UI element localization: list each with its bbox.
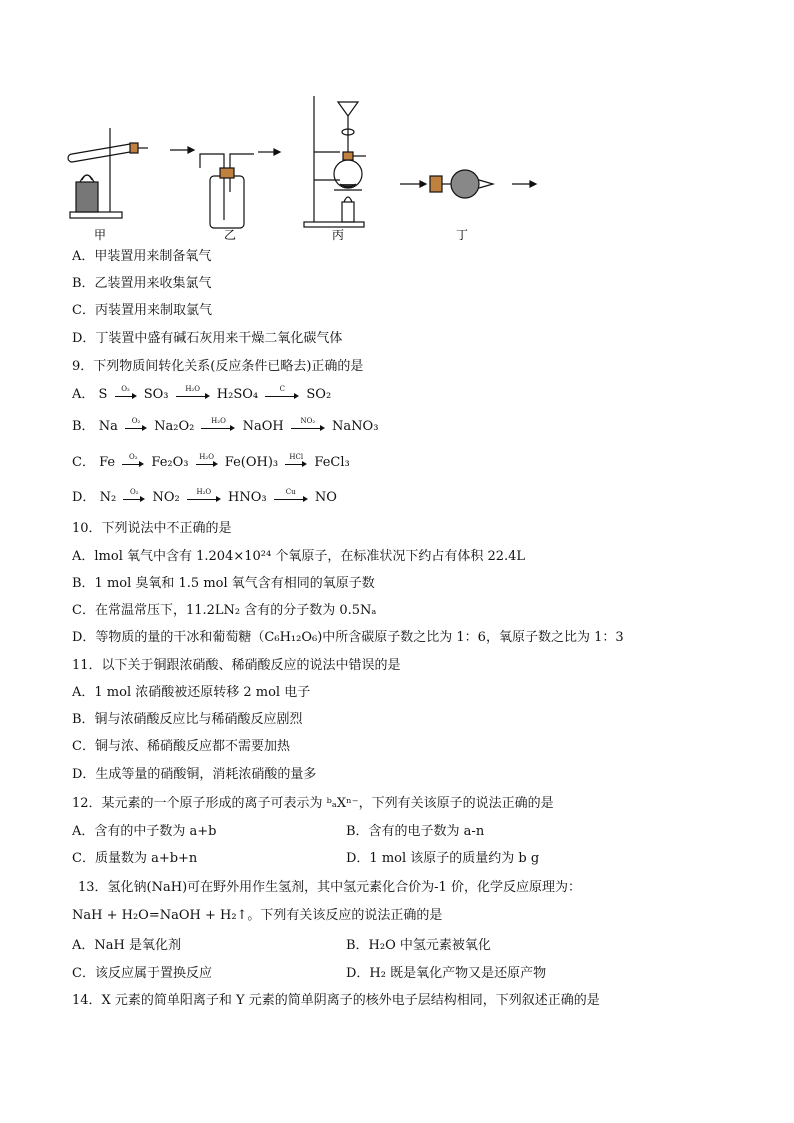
q10-option-d: D．等物质的量的干冰和葡萄糖（C₆H₁₂O₆)中所含碳原子数之比为 1：6，氧原子数之比为 1：3 (72, 630, 624, 645)
caption-yi: 乙 (224, 228, 237, 242)
apparatus-bing (304, 96, 366, 227)
q13-equation: NaH + H₂O=NaOH + H₂↑。下列有关该反应的说法正确的是 (72, 908, 443, 923)
q13-stem: 13．氢化钠(NaH)可在野外用作生氢剂，其中氢元素化合价为-1 价，化学反应原理为： (78, 880, 581, 895)
caption-bing: 丙 (332, 228, 345, 242)
q13-option-d: D．H₂ 既是氧化产物又是还原产物 (346, 966, 547, 981)
q12-option-a: A．含有的中子数为 a+b (72, 824, 217, 839)
q9-option-b: B． Na O₂ Na₂O₂ H₂O NaOH NO₂ NaNO₃ (72, 416, 379, 434)
q8-option-c: C．丙装置用来制取氯气 (72, 303, 212, 318)
q12-option-c: C．质量数为 a+b+n (72, 851, 198, 866)
q13-option-a: A．NaH 是氧化剂 (72, 938, 181, 953)
q8-option-d: D．丁装置中盛有碱石灰用来干燥二氧化碳气体 (72, 331, 343, 346)
q10-option-b: B．1 mol 臭氧和 1.5 mol 氧气含有相同的氧原子数 (72, 576, 375, 591)
q9-option-c: C． Fe O₂ Fe₂O₃ H₂O Fe(OH)₃ HCl FeCl₃ (72, 452, 350, 470)
q12-stem: 12．某元素的一个原子形成的离子可表示为 ᵇₐXⁿ⁻，下列有关该原子的说法正确的是 (72, 796, 554, 811)
caption-jia: 甲 (94, 228, 107, 242)
q9-option-a: A． S O₂ SO₃ H₂O H₂SO₄ C SO₂ (72, 384, 332, 402)
q14-stem: 14．X 元素的简单阳离子和 Y 元素的简单阴离子的核外电子层结构相同，下列叙述正确的是 (72, 993, 600, 1008)
apparatus-yi (200, 154, 254, 228)
q8-option-b: B．乙装置用来收集氯气 (72, 276, 212, 291)
q9-stem: 9．下列物质间转化关系(反应条件已略去)正确的是 (72, 359, 364, 374)
apparatus-jia (68, 128, 148, 218)
q10-stem: 10．下列说法中不正确的是 (72, 521, 232, 536)
apparatus-ding (430, 170, 536, 198)
q9-option-d: D． N₂ O₂ NO₂ H₂O HNO₃ Cu NO (72, 487, 337, 505)
q11-option-d: D．生成等量的硝酸铜，消耗浓硝酸的量多 (72, 767, 317, 782)
q11-stem: 11．以下关于铜跟浓硝酸、稀硝酸反应的说法中错误的是 (72, 658, 401, 673)
q12-option-d: D．1 mol 该原子的质量约为 b g (346, 851, 540, 866)
q11-option-c: C．铜与浓、稀硝酸反应都不需要加热 (72, 739, 290, 754)
q13-option-b: B．H₂O 中氢元素被氧化 (346, 938, 491, 953)
q12-option-b: B．含有的电子数为 a-n (346, 824, 485, 839)
caption-ding: 丁 (456, 228, 469, 242)
q11-option-b: B．铜与浓硝酸反应比与稀硝酸反应剧烈 (72, 712, 303, 727)
apparatus-figure (60, 92, 540, 244)
q8-option-a: A．甲装置用来制备氧气 (72, 249, 212, 264)
q11-option-a: A．1 mol 浓硝酸被还原转移 2 mol 电子 (72, 685, 311, 700)
q10-option-c: C．在常温常压下，11.2LN₂ 含有的分子数为 0.5Nₐ (72, 603, 377, 618)
q10-option-a: A．lmol 氧气中含有 1.204×10²⁴ 个氧原子，在标准状况下约占有体积 22.4L (72, 549, 526, 564)
q13-option-c: C．该反应属于置换反应 (72, 966, 212, 981)
